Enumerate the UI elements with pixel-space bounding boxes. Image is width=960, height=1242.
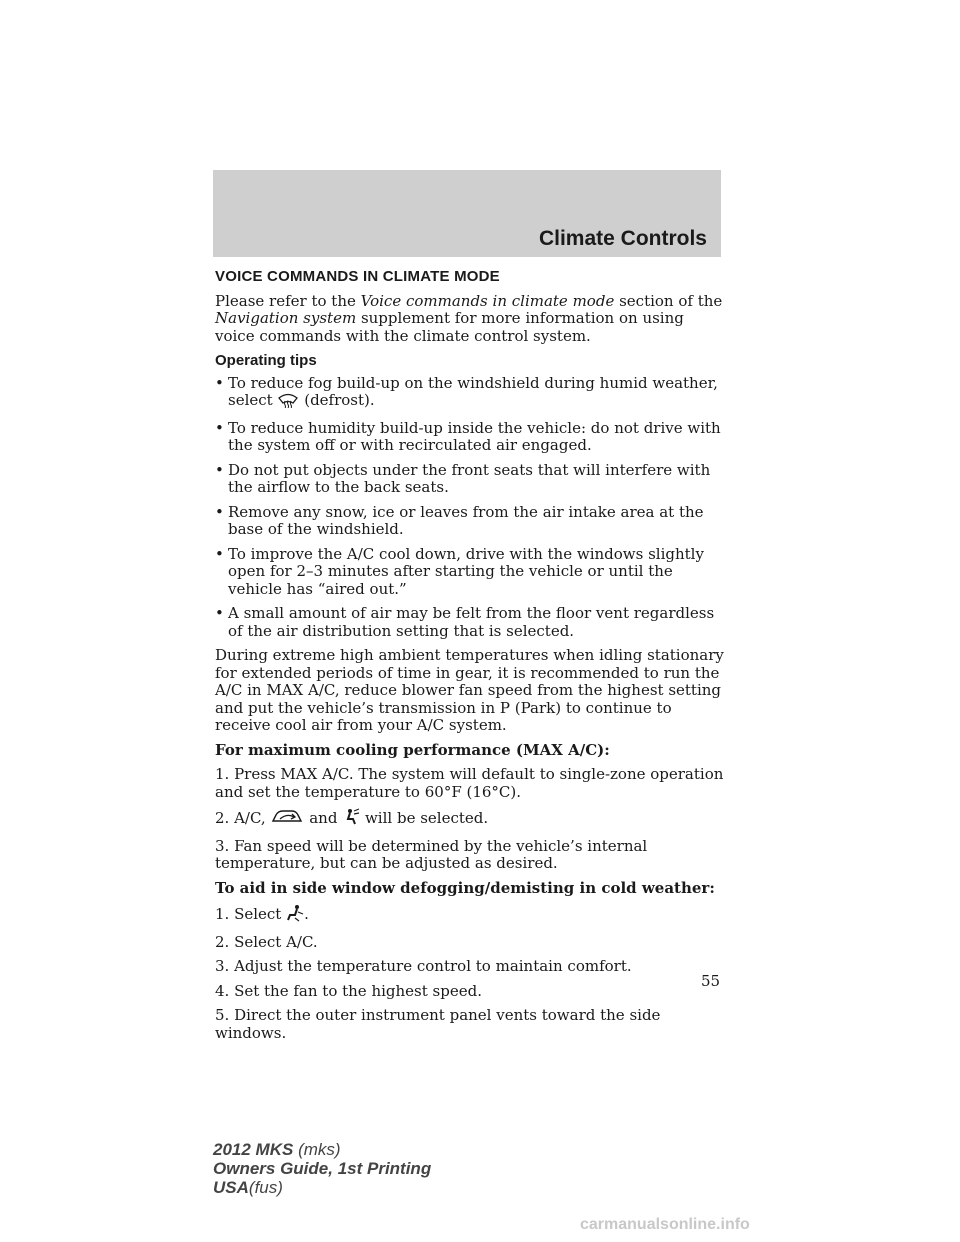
intro-text-2: section of the: [614, 291, 723, 310]
max-cooling-step-3: 3. Fan speed will be determined by the vehicle’s internal temperature, but can be adjusted as desired.: [215, 836, 648, 872]
list-item: • To reduce humidity build-up inside the vehicle: do not drive with the system off or with recirculated air engaged.: [215, 420, 725, 455]
max-cooling-heading: For maximum cooling performance (MAX A/C):: [215, 740, 610, 759]
footer-line-3: [213, 1178, 431, 1197]
list-item: • To improve the A/C cool down, drive with the windows slightly open for 2–3 minutes after starting the vehicle or until the vehicle has “aired out.”: [215, 546, 725, 599]
defog-step-2: 2. Select A/C.: [215, 932, 318, 951]
max-cooling-step-2: [215, 808, 725, 831]
step2-text-c: will be selected.: [360, 809, 489, 827]
footer-market: USA: [213, 1178, 249, 1197]
list-item: [215, 375, 725, 413]
intro-italic-2: Navigation system: [215, 309, 357, 327]
header-band: [213, 170, 721, 257]
footer-market-code: (fus): [248, 1178, 283, 1197]
operating-tips-heading: Operating tips: [215, 352, 317, 369]
tip1-suffix: (defrost).: [299, 391, 375, 409]
page-content: [215, 268, 725, 1049]
defrost-icon: [277, 392, 299, 413]
footer-guide-title: Owners Guide, 1st Printing: [213, 1159, 432, 1178]
defog-step1-suffix: .: [304, 905, 309, 923]
footer-line-1: [213, 1140, 431, 1159]
footer: [213, 1140, 431, 1197]
list-item: • A small amount of air may be felt from the floor vent regardless of the air distribution setting that is selected.: [215, 605, 725, 640]
intro-text-1: Please refer to the: [215, 291, 361, 310]
panel-vent-icon: [342, 808, 360, 831]
panel-vent-icon: [286, 904, 304, 927]
defog-step1-text: 1. Select: [215, 905, 287, 923]
recirculation-icon: [270, 808, 304, 831]
operating-tips-list: [215, 375, 725, 641]
section-title: VOICE COMMANDS IN CLIMATE MODE: [215, 268, 500, 285]
defog-step-3: 3. Adjust the temperature control to maintain comfort.: [215, 957, 632, 975]
max-cooling-step-1: 1. Press MAX A/C. The system will default to single-zone operation and set the temperature to 60°F (16°C).: [215, 765, 724, 801]
list-item: • Do not put objects under the front seats that will interfere with the airflow to the back seats.: [215, 462, 725, 497]
list-item: • Remove any snow, ice or leaves from the air intake area at the base of the windshield.: [215, 504, 725, 539]
step2-text-b: and: [304, 809, 343, 827]
page-number: 55: [701, 972, 721, 990]
footer-model-code: (mks): [298, 1140, 341, 1159]
extreme-temp-paragraph: During extreme high ambient temperatures when idling stationary for extended periods of time in gear, it is recommended to run the A/C in MAX A/C, reduce blower fan speed from the highest setting and put the vehicle’s transmission in P (Park) to continue to receive cool air from your A/C system.: [215, 646, 724, 734]
step2-text-a: 2. A/C,: [215, 809, 271, 827]
defog-step-4: 4. Set the fan to the highest speed.: [215, 981, 482, 1000]
defog-heading: To aid in side window defogging/demisting in cold weather:: [215, 878, 715, 897]
page-header-title: Climate Controls: [538, 227, 707, 250]
intro-italic-1: Voice commands in climate mode: [360, 291, 615, 310]
footer-line-2: [213, 1159, 431, 1178]
defog-step-1: [215, 904, 725, 927]
defog-step-5: 5. Direct the outer instrument panel vents toward the side windows.: [215, 1006, 661, 1042]
footer-model: 2012 MKS: [213, 1140, 294, 1159]
tip1-text: To reduce fog build-up on the windshield during humid weather, select: [228, 373, 718, 409]
watermark: carmanualsonline.info: [580, 1216, 750, 1233]
intro-paragraph: [215, 293, 725, 346]
intro-text-3: supplement for more information on using voice commands with the climate control system.: [215, 309, 684, 345]
